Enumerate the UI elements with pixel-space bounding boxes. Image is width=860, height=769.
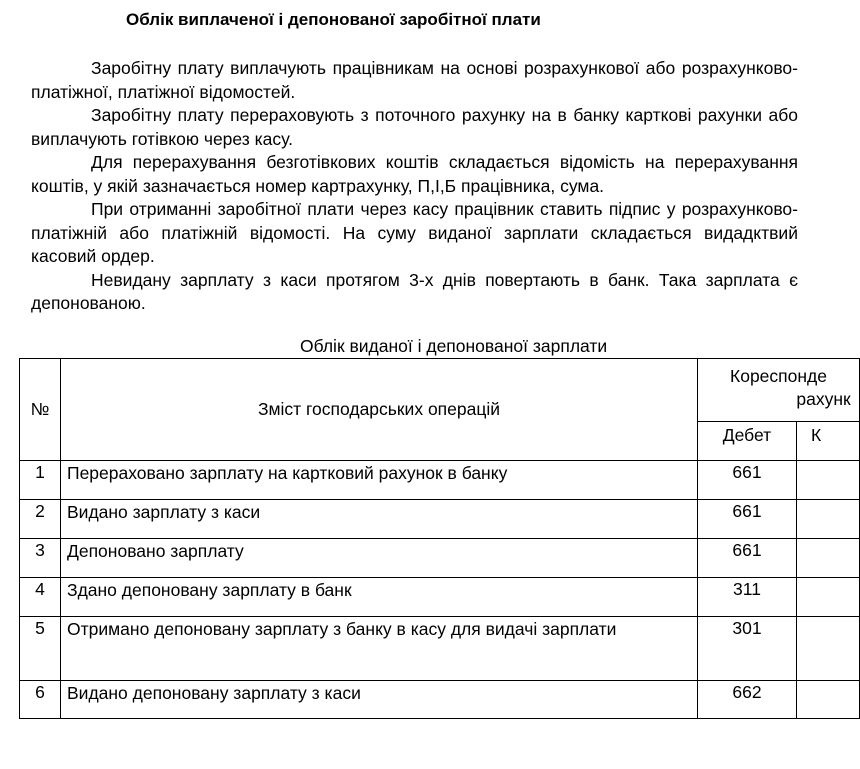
row-number: 1: [20, 461, 61, 500]
row-number: 3: [20, 539, 61, 578]
table-row: [20, 539, 860, 578]
row-debit: 662: [698, 681, 797, 719]
row-number: 4: [20, 578, 61, 617]
body-text: [31, 57, 798, 316]
table-row: [20, 681, 860, 719]
row-description: Отримано депоновану зарплату з банку в касу для видачі зарплати: [61, 617, 698, 681]
page-title: Облік виплаченої і депонованої заробітної плати: [126, 10, 541, 29]
row-credit: [797, 500, 860, 539]
row-description: Перераховано зарплату на картковий рахунок в банку: [61, 461, 698, 500]
header-description: Зміст господарських операцій: [61, 359, 698, 461]
row-description: Депоновано зарплату: [61, 539, 698, 578]
paragraph: Невидану зарплату з каси протягом 3-х днів повертають в банк. Така зарплата є депонованою.: [31, 269, 798, 313]
row-credit: [797, 461, 860, 500]
row-debit: 311: [698, 578, 797, 617]
row-debit: 301: [698, 617, 797, 681]
header-credit: К: [797, 422, 860, 461]
paragraph: Заробітну плату перераховують з поточного рахунку на в банку карткові рахунки або виплачують готівкою через касу.: [31, 105, 798, 149]
header-correspondence-line2: рахунк: [796, 389, 851, 409]
paragraph: Заробітну плату виплачують працівникам на основі розрахункової або розрахунково-платіжної, платіжної відомостей.: [31, 58, 798, 102]
row-credit: [797, 539, 860, 578]
header-number: №: [20, 359, 61, 461]
row-debit: 661: [698, 500, 797, 539]
row-number: 5: [20, 617, 61, 681]
table-header-row: [20, 359, 860, 422]
table-row: [20, 617, 860, 681]
ledger-table: [19, 358, 860, 719]
row-credit: [797, 578, 860, 617]
row-description: Видано депоновану зарплату з каси: [61, 681, 698, 719]
header-correspondence: [698, 359, 860, 422]
row-credit: [797, 681, 860, 719]
paragraph: Для перерахування безготівкових коштів складається відомість на перерахування коштів, у якій зазначається номер картрахунку, П,І,Б працівника, сума.: [31, 152, 798, 196]
row-debit: 661: [698, 461, 797, 500]
table-row: [20, 461, 860, 500]
header-debit: Дебет: [698, 422, 797, 461]
row-debit: 661: [698, 539, 797, 578]
row-description: Здано депоновану зарплату в банк: [61, 578, 698, 617]
table-row: [20, 500, 860, 539]
row-number: 6: [20, 681, 61, 719]
row-description: Видано зарплату з каси: [61, 500, 698, 539]
row-credit: [797, 617, 860, 681]
paragraph: При отриманні заробітної плати через касу працівник ставить підпис у розрахунково-платіжній або платіжній відомості. На суму виданої зарплати складається видадктвий касовий ордер.: [31, 199, 798, 266]
header-correspondence-line1: Кореспонде: [730, 366, 827, 386]
table-row: [20, 578, 860, 617]
table-title: Облік виданої і депонованої зарплати: [300, 336, 608, 356]
row-number: 2: [20, 500, 61, 539]
